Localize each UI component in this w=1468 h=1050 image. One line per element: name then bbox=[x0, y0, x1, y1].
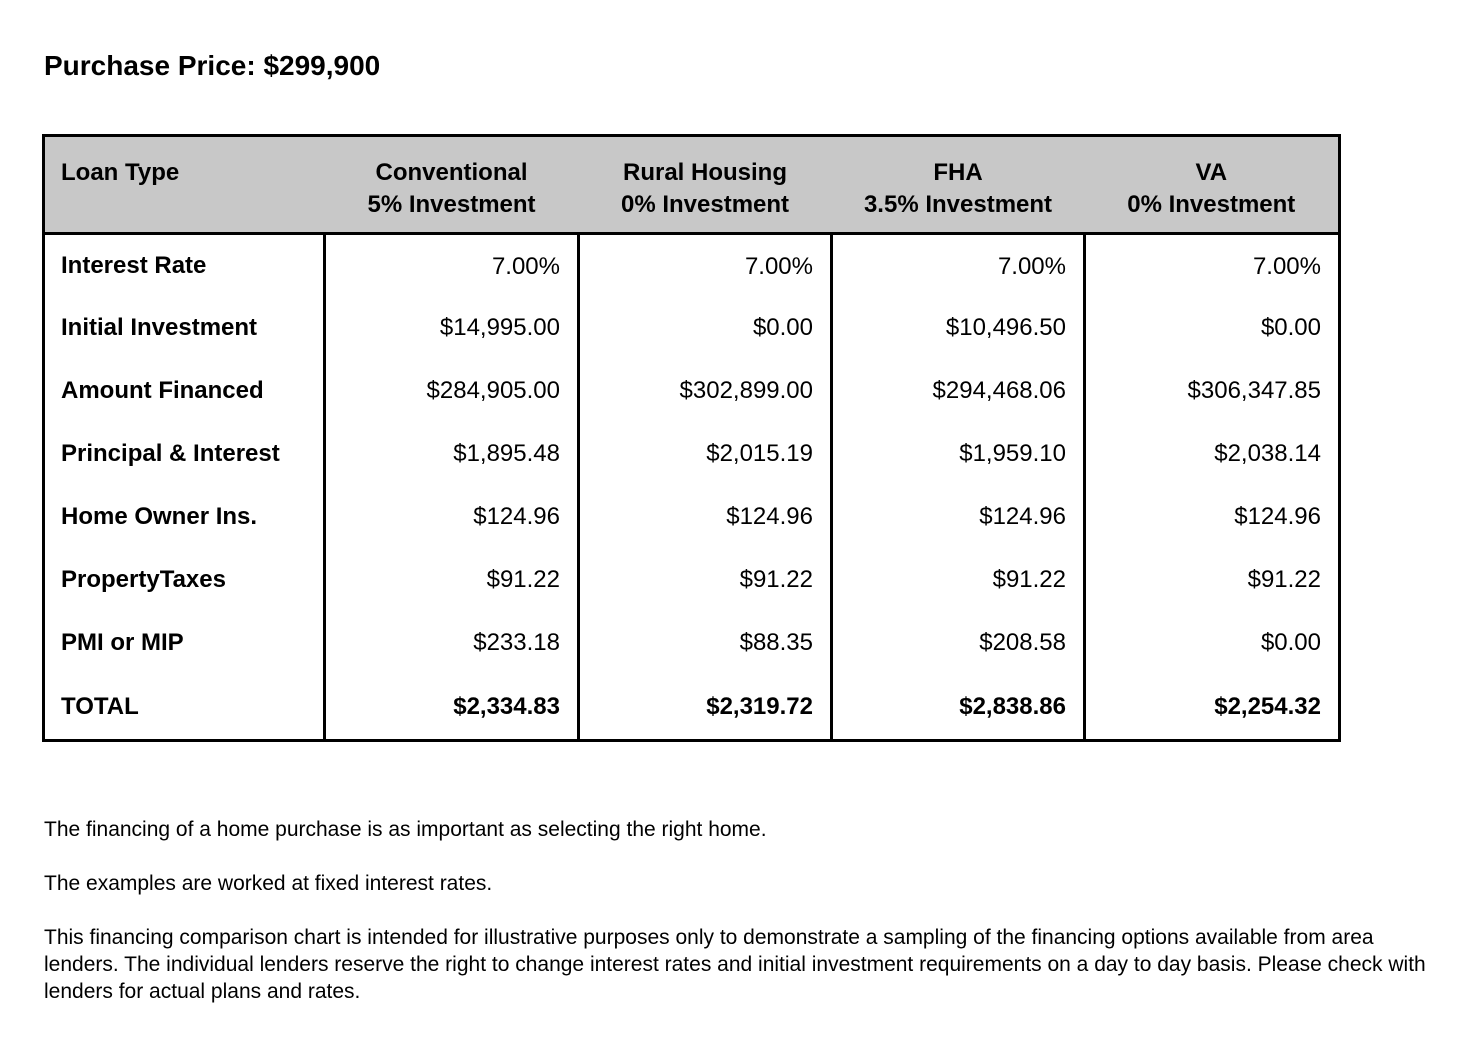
row-property-taxes bbox=[44, 549, 1340, 612]
table-header-row bbox=[44, 136, 1340, 234]
cell-fha: $124.96 bbox=[832, 486, 1085, 549]
header-conventional bbox=[325, 136, 579, 234]
cell-conventional: $2,334.83 bbox=[325, 675, 579, 741]
note-paragraph: The examples are worked at fixed interest rates. bbox=[44, 872, 493, 895]
row-label: Initial Investment bbox=[61, 314, 258, 341]
cell-conventional: $124.96 bbox=[325, 486, 579, 549]
row-label: Amount Financed bbox=[61, 377, 264, 404]
row-amount-financed bbox=[44, 360, 1340, 423]
cell-conventional: 7.00% bbox=[325, 234, 579, 297]
cell-conventional: $91.22 bbox=[325, 549, 579, 612]
header-loan-type: Loan Type bbox=[44, 136, 325, 234]
header-name: FHA bbox=[933, 159, 983, 186]
notes-section bbox=[44, 816, 1444, 1032]
note-paragraph: The financing of a home purchase is as important as selecting the right home. bbox=[44, 818, 767, 841]
header-fha bbox=[832, 136, 1085, 234]
row-label: Interest Rate bbox=[61, 251, 207, 279]
row-label: PMI or MIP bbox=[61, 629, 184, 656]
row-pmi-mip bbox=[44, 612, 1340, 675]
cell-fha: $1,959.10 bbox=[832, 423, 1085, 486]
cell-rural-housing: $91.22 bbox=[579, 549, 832, 612]
cell-conventional: $233.18 bbox=[325, 612, 579, 675]
cell-va: 7.00% bbox=[1085, 234, 1340, 297]
header-investment: 0% Investment bbox=[620, 191, 790, 218]
cell-rural-housing: $0.00 bbox=[579, 297, 832, 360]
cell-fha: $208.58 bbox=[832, 612, 1085, 675]
cell-fha: $294,468.06 bbox=[832, 360, 1085, 423]
row-label: TOTAL bbox=[61, 692, 139, 720]
cell-rural-housing: $2,319.72 bbox=[579, 675, 832, 741]
note-paragraph: This financing comparison chart is intended for illustrative purposes only to demonstrate a sampling of the financing options available from area lenders. The individual lenders reserve the right to change interest rates and initial investment requirements on a day to day basis. Please check with lenders for actual plans and rates. bbox=[44, 926, 1426, 1003]
row-interest-rate bbox=[44, 234, 1340, 297]
cell-conventional: $14,995.00 bbox=[325, 297, 579, 360]
cell-conventional: $284,905.00 bbox=[325, 360, 579, 423]
cell-va: $91.22 bbox=[1085, 549, 1340, 612]
cell-rural-housing: $88.35 bbox=[579, 612, 832, 675]
cell-rural-housing: $124.96 bbox=[579, 486, 832, 549]
header-rural-housing bbox=[579, 136, 832, 234]
cell-conventional: $1,895.48 bbox=[325, 423, 579, 486]
cell-fha: 7.00% bbox=[832, 234, 1085, 297]
cell-va: $0.00 bbox=[1085, 612, 1340, 675]
header-investment: 0% Investment bbox=[1127, 191, 1296, 218]
header-name: Conventional bbox=[375, 159, 528, 186]
cell-fha: $2,838.86 bbox=[832, 675, 1085, 741]
header-name: Rural Housing bbox=[622, 159, 787, 186]
row-home-owner-ins bbox=[44, 486, 1340, 549]
cell-rural-housing: 7.00% bbox=[579, 234, 832, 297]
cell-va: $124.96 bbox=[1085, 486, 1340, 549]
page-title: Purchase Price: $299,900 bbox=[44, 50, 381, 81]
row-initial-investment bbox=[44, 297, 1340, 360]
cell-rural-housing: $302,899.00 bbox=[579, 360, 832, 423]
header-name: VA bbox=[1195, 159, 1228, 186]
cell-fha: $91.22 bbox=[832, 549, 1085, 612]
row-total bbox=[44, 675, 1340, 741]
row-label: Principal & Interest bbox=[61, 440, 280, 467]
cell-va: $306,347.85 bbox=[1085, 360, 1340, 423]
loan-comparison-table bbox=[42, 134, 1341, 742]
cell-va: $2,254.32 bbox=[1085, 675, 1340, 741]
cell-fha: $10,496.50 bbox=[832, 297, 1085, 360]
row-principal-interest bbox=[44, 423, 1340, 486]
row-label: PropertyTaxes bbox=[61, 566, 226, 593]
cell-va: $2,038.14 bbox=[1085, 423, 1340, 486]
header-investment: 3.5% Investment bbox=[863, 191, 1053, 218]
header-va bbox=[1085, 136, 1340, 234]
cell-rural-housing: $2,015.19 bbox=[579, 423, 832, 486]
header-investment: 5% Investment bbox=[367, 191, 536, 218]
cell-va: $0.00 bbox=[1085, 297, 1340, 360]
row-label: Home Owner Ins. bbox=[61, 503, 258, 530]
